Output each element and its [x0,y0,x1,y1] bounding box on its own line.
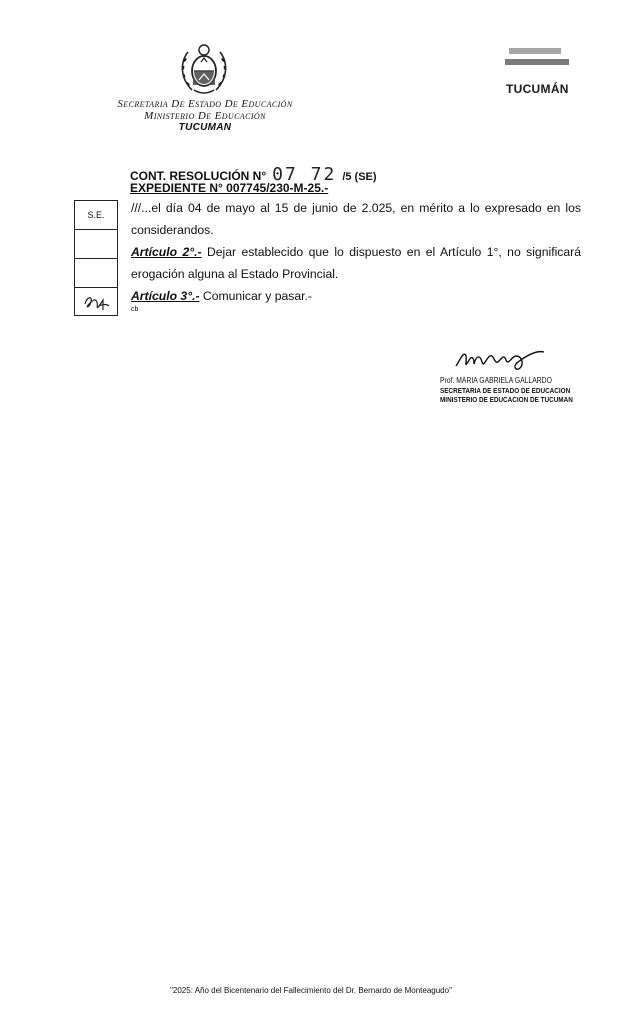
stamp-cell-empty [75,259,117,288]
stamp-cell-se: S.E. [75,201,117,230]
signatory-name: Prof. MARIA GABRIELA GALLARDO [440,376,552,385]
tucuman-logo [505,48,575,70]
logo-bar [505,59,569,65]
article-3-label: Artículo 3°.- [131,289,200,303]
header-ministerio: Ministerio De Educación [144,110,266,122]
article-2-label: Artículo 2°.- [131,245,202,259]
continuation-paragraph: ///...el día 04 de mayo al 15 de junio de 2.025, en mérito a lo expresado en los considerandos. [131,201,581,237]
signatory-ministry: MINISTERIO DE EDUCACION DE TUCUMAN [440,395,573,404]
resolution-suffix: /5 (SE) [342,171,377,183]
signatory-title: SECRETARIA DE ESTADO DE EDUCACION [440,385,571,395]
typist-initials: cb [131,306,139,313]
logo-text: TUCUMÁN [506,82,569,96]
header-province: TUCUMAN [178,122,232,133]
handwritten-initials-icon [81,292,111,314]
footer-motto: "2025: Año del Bicentenario del Fallecimiento del Dr. Bernardo de Monteagudo" [170,986,452,995]
stamp-cell-empty [75,230,117,259]
resolution-number: 07 72 [272,164,337,185]
article-2-text: Dejar establecido que lo dispuesto en el Artículo 1°, no significará erogación alguna al Estado Provincial. [131,245,582,281]
handwritten-signature [450,342,560,380]
header-secretaria: Secretaria De Estado De Educación [117,98,293,110]
resolution-body [131,197,581,307]
logo-bar [509,48,561,54]
signature-block [440,376,573,405]
article-2 [131,241,581,285]
resolution-label: CONT. RESOLUCIÓN N° [130,169,267,183]
stamp-cell-initials [75,288,117,317]
article-3-text: Comunicar y pasar.- [199,289,312,303]
article-3 [131,285,581,307]
approval-stamp-box [74,200,118,316]
expediente-number: EXPEDIENTE N° 007745/230-M-25.- [130,181,329,195]
provincial-coat-of-arms-icon [174,40,234,98]
